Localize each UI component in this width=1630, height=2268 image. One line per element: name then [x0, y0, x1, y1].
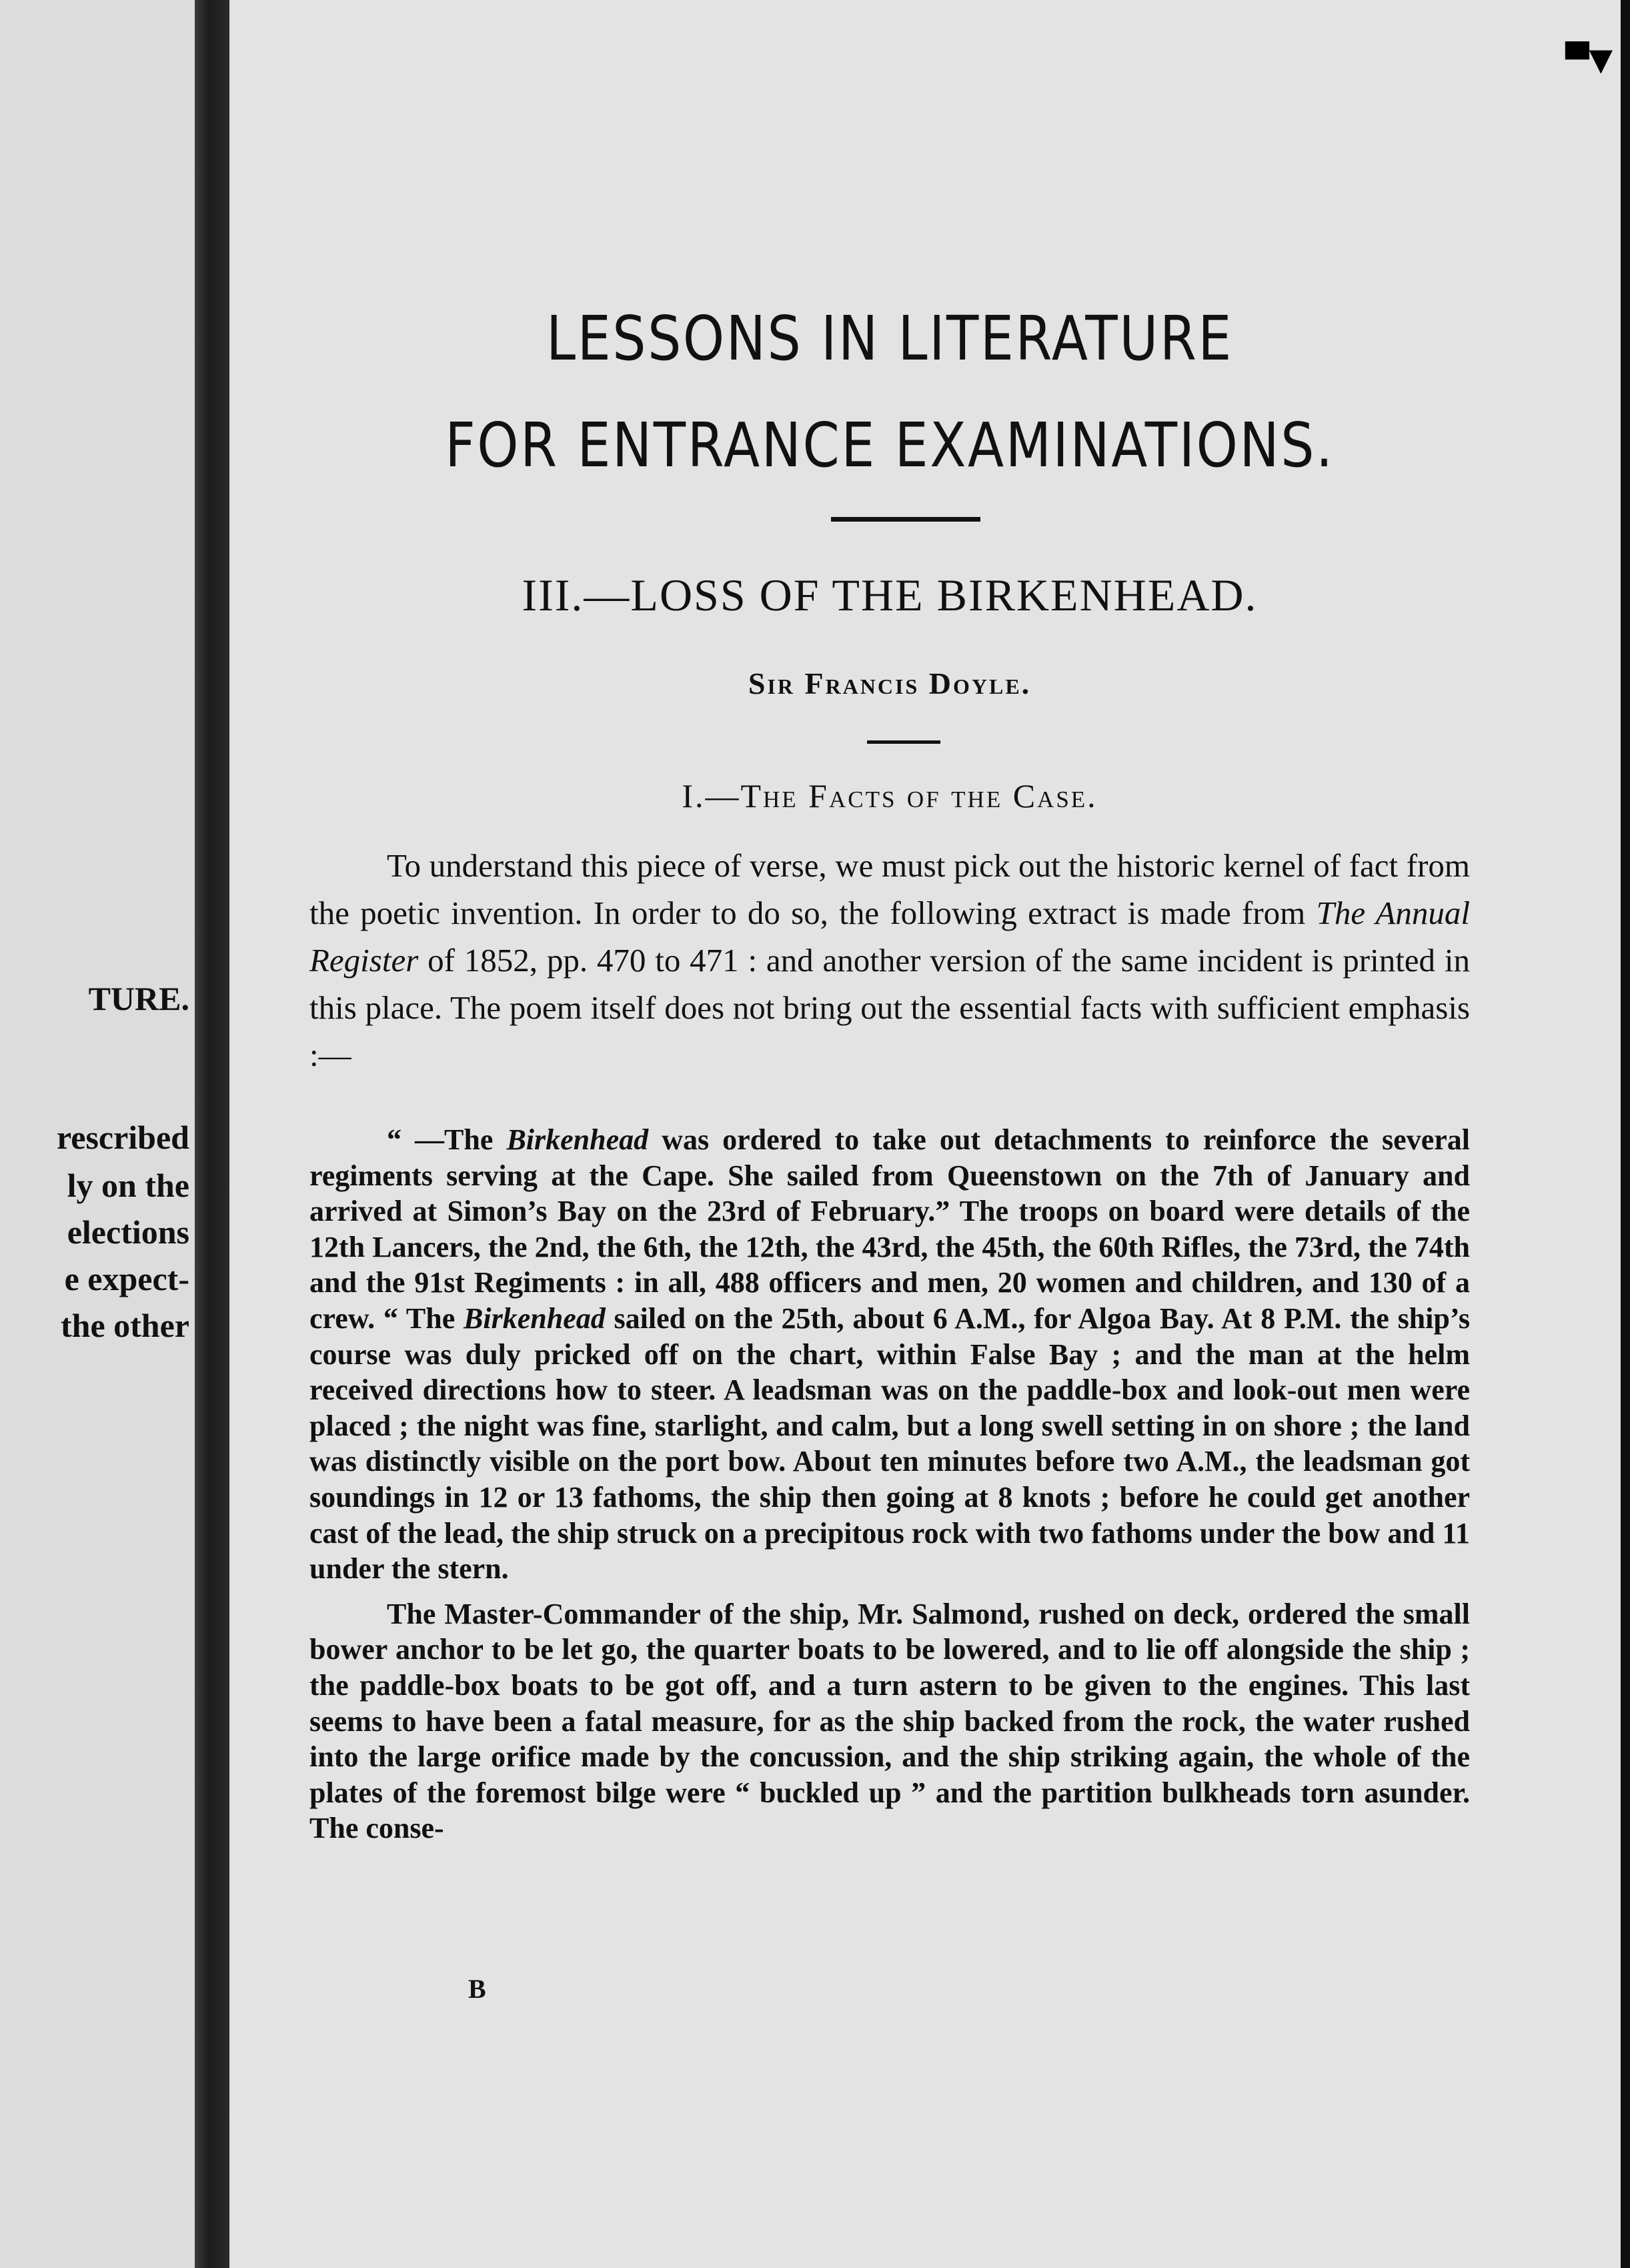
book-gutter: [195, 0, 229, 2268]
ship-name: Birkenhead: [506, 1123, 649, 1156]
page-title-line-1: LESSONS IN LITERATURE: [546, 303, 1233, 374]
main-page: [229, 0, 1630, 2268]
title-divider: [831, 517, 980, 522]
page-edge: [1621, 0, 1630, 2268]
ship-name: Birkenhead: [464, 1301, 606, 1335]
facing-page-fragment: e expect-: [64, 1260, 189, 1297]
signature-mark: B: [468, 1974, 486, 2004]
author-name: Sir Francis Doyle.: [748, 666, 1032, 700]
facing-page: [0, 0, 195, 2268]
lesson-title: III.—LOSS OF THE BIRKENHEAD.: [522, 570, 1258, 620]
facing-page-fragment: elections: [67, 1213, 189, 1251]
intro-text: To understand this piece of verse, we must pick out the historic kernel of fact from the poetic invention. In order to do so, the following extract is made from The Annual Register of 1852, pp. 470 to 471 : and another version of the same incident is printed in this place. The poem itself does not bring out the essential facts with sufficient emphasis :—: [309, 847, 1470, 1073]
intro-paragraph: [309, 842, 1470, 1079]
section-title: I.—The Facts of the Case.: [682, 777, 1098, 814]
author-divider: [867, 740, 940, 744]
extract-block: [309, 1122, 1470, 1846]
source-title: The Annual Register: [309, 895, 1470, 979]
facing-page-fragment: rescribed: [56, 1119, 189, 1156]
facing-page-fragment: ly on the: [67, 1167, 189, 1204]
facing-page-fragment: TURE.: [88, 980, 189, 1017]
corner-mark: ▀▼: [1565, 41, 1613, 77]
extract-paragraph-1: “ —The Birkenhead was ordered to take out detachments to reinforce the several regiments serving at the Cape. She sailed from Queenstown on the 7th of January and arrived at Simon’s Bay on the 23rd of February.” The troops on board were details of the 12th Lancers, the 2nd, the 6th, the 12th, the 43rd, the 45th, the 60th Rifles, the 73rd, the 74th and the 91st Regiments : in all, 488 officers and men, 20 women and children, and 130 of a crew. “ The Birkenhead sailed on the 25th, about 6 A.M., for Algoa Bay. At 8 P.M. the ship’s course was duly pricked off on the chart, within False Bay ; and the man at the helm received directions how to steer. A leadsman was on the paddle-box and look-out men were placed ; the night was fine, starlight, and calm, but a long swell setting in on shore ; the land was distinctly visible on the port bow. About ten minutes before two A.M., the leadsman got soundings in 12 or 13 fathoms, the ship then going at 8 knots ; before he could get another cast of the lead, the ship struck on a precipitous rock with two fathoms under the bow and 11 under the stern.: [309, 1123, 1470, 1586]
facing-page-fragment: the other: [61, 1307, 189, 1344]
extract-paragraph-2: The Master-Commander of the ship, Mr. Salmond, rushed on deck, ordered the small bower anchor to be let go, the quarter boats to be lowered, and to lie off alongside the ship ; the paddle-box boats to be got off, and a turn astern to be given to the engines. This last seems to have been a fatal measure, for as the ship backed from the rock, the water rushed into the large orifice made by the concussion, and the ship striking again, the whole of the plates of the foremost bilge were “ buckled up ” and the partition bulkheads torn asunder. The conse-: [309, 1597, 1470, 1845]
page-title-line-2: FOR ENTRANCE EXAMINATIONS.: [445, 410, 1335, 481]
